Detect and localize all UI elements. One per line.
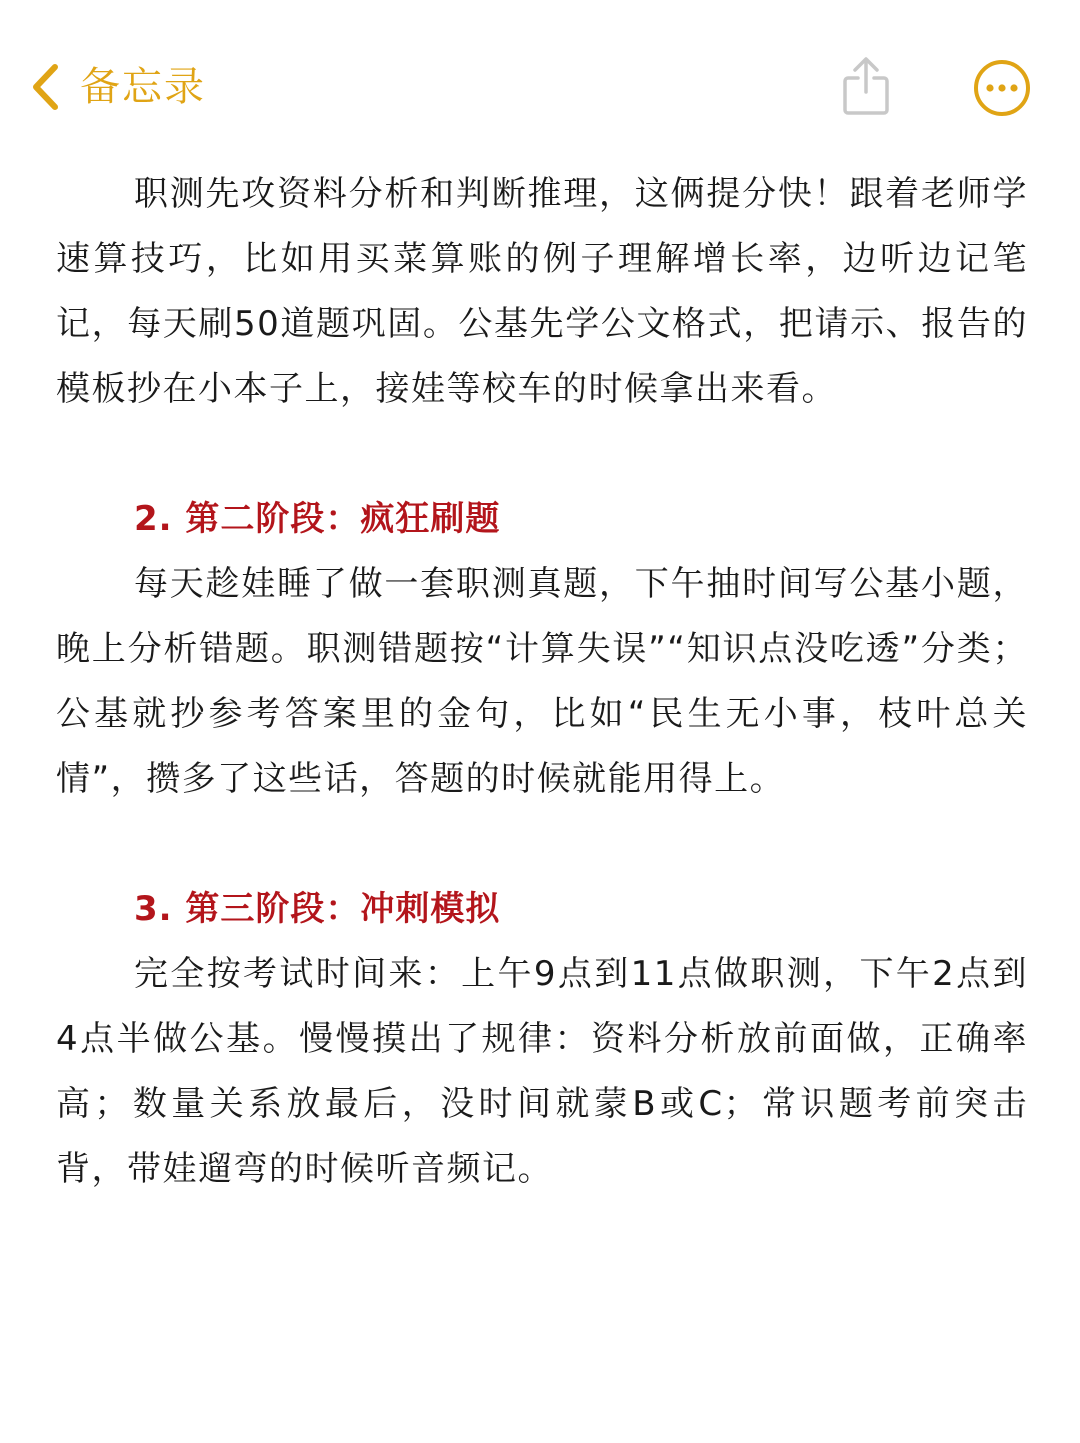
- section-heading-stage-2: 2. 第二阶段：疯狂刷题: [134, 499, 501, 539]
- section-body-stage-3: 完全按考试时间来：上午9点到11点做职测，下午2点到4点半做公基。慢慢摸出了规律：资料分析放前面做，正确率高；数量关系放最后，没时间就蒙B或C；常识题考前突击背，带娃遛弯的时候听音频记。: [56, 954, 1028, 1189]
- spacer: [56, 812, 1028, 877]
- back-button-label: 备忘录: [80, 64, 206, 110]
- section-body-stage-2: 每天趁娃睡了做一套职测真题，下午抽时间写公基小题，晚上分析错题。职测错题按“计算失误”“知识点没吃透”分类；公基就抄参考答案里的金句，比如“民生无小事，枝叶总关情”，攒多了这些话，答题的时候就能用得上。: [56, 564, 1028, 799]
- note-body[interactable]: [56, 162, 1028, 1202]
- back-button[interactable]: [28, 56, 206, 118]
- navigation-bar: [0, 0, 1080, 150]
- section-heading-stage-3: 3. 第三阶段：冲刺模拟: [134, 889, 501, 929]
- intro-paragraph: 职测先攻资料分析和判断推理，这俩提分快！跟着老师学速算技巧，比如用买菜算账的例子理解增长率，边听边记笔记，每天刷50道题巩固。公基先学公文格式，把请示、报告的模板抄在小本子上，接娃等校车的时候拿出来看。: [56, 174, 1028, 409]
- share-icon: [838, 54, 894, 118]
- share-button[interactable]: [838, 54, 894, 118]
- ellipsis-circle-icon: [972, 58, 1032, 118]
- spacer: [56, 422, 1028, 487]
- chevron-left-icon: [28, 62, 62, 112]
- more-options-button[interactable]: [972, 58, 1032, 118]
